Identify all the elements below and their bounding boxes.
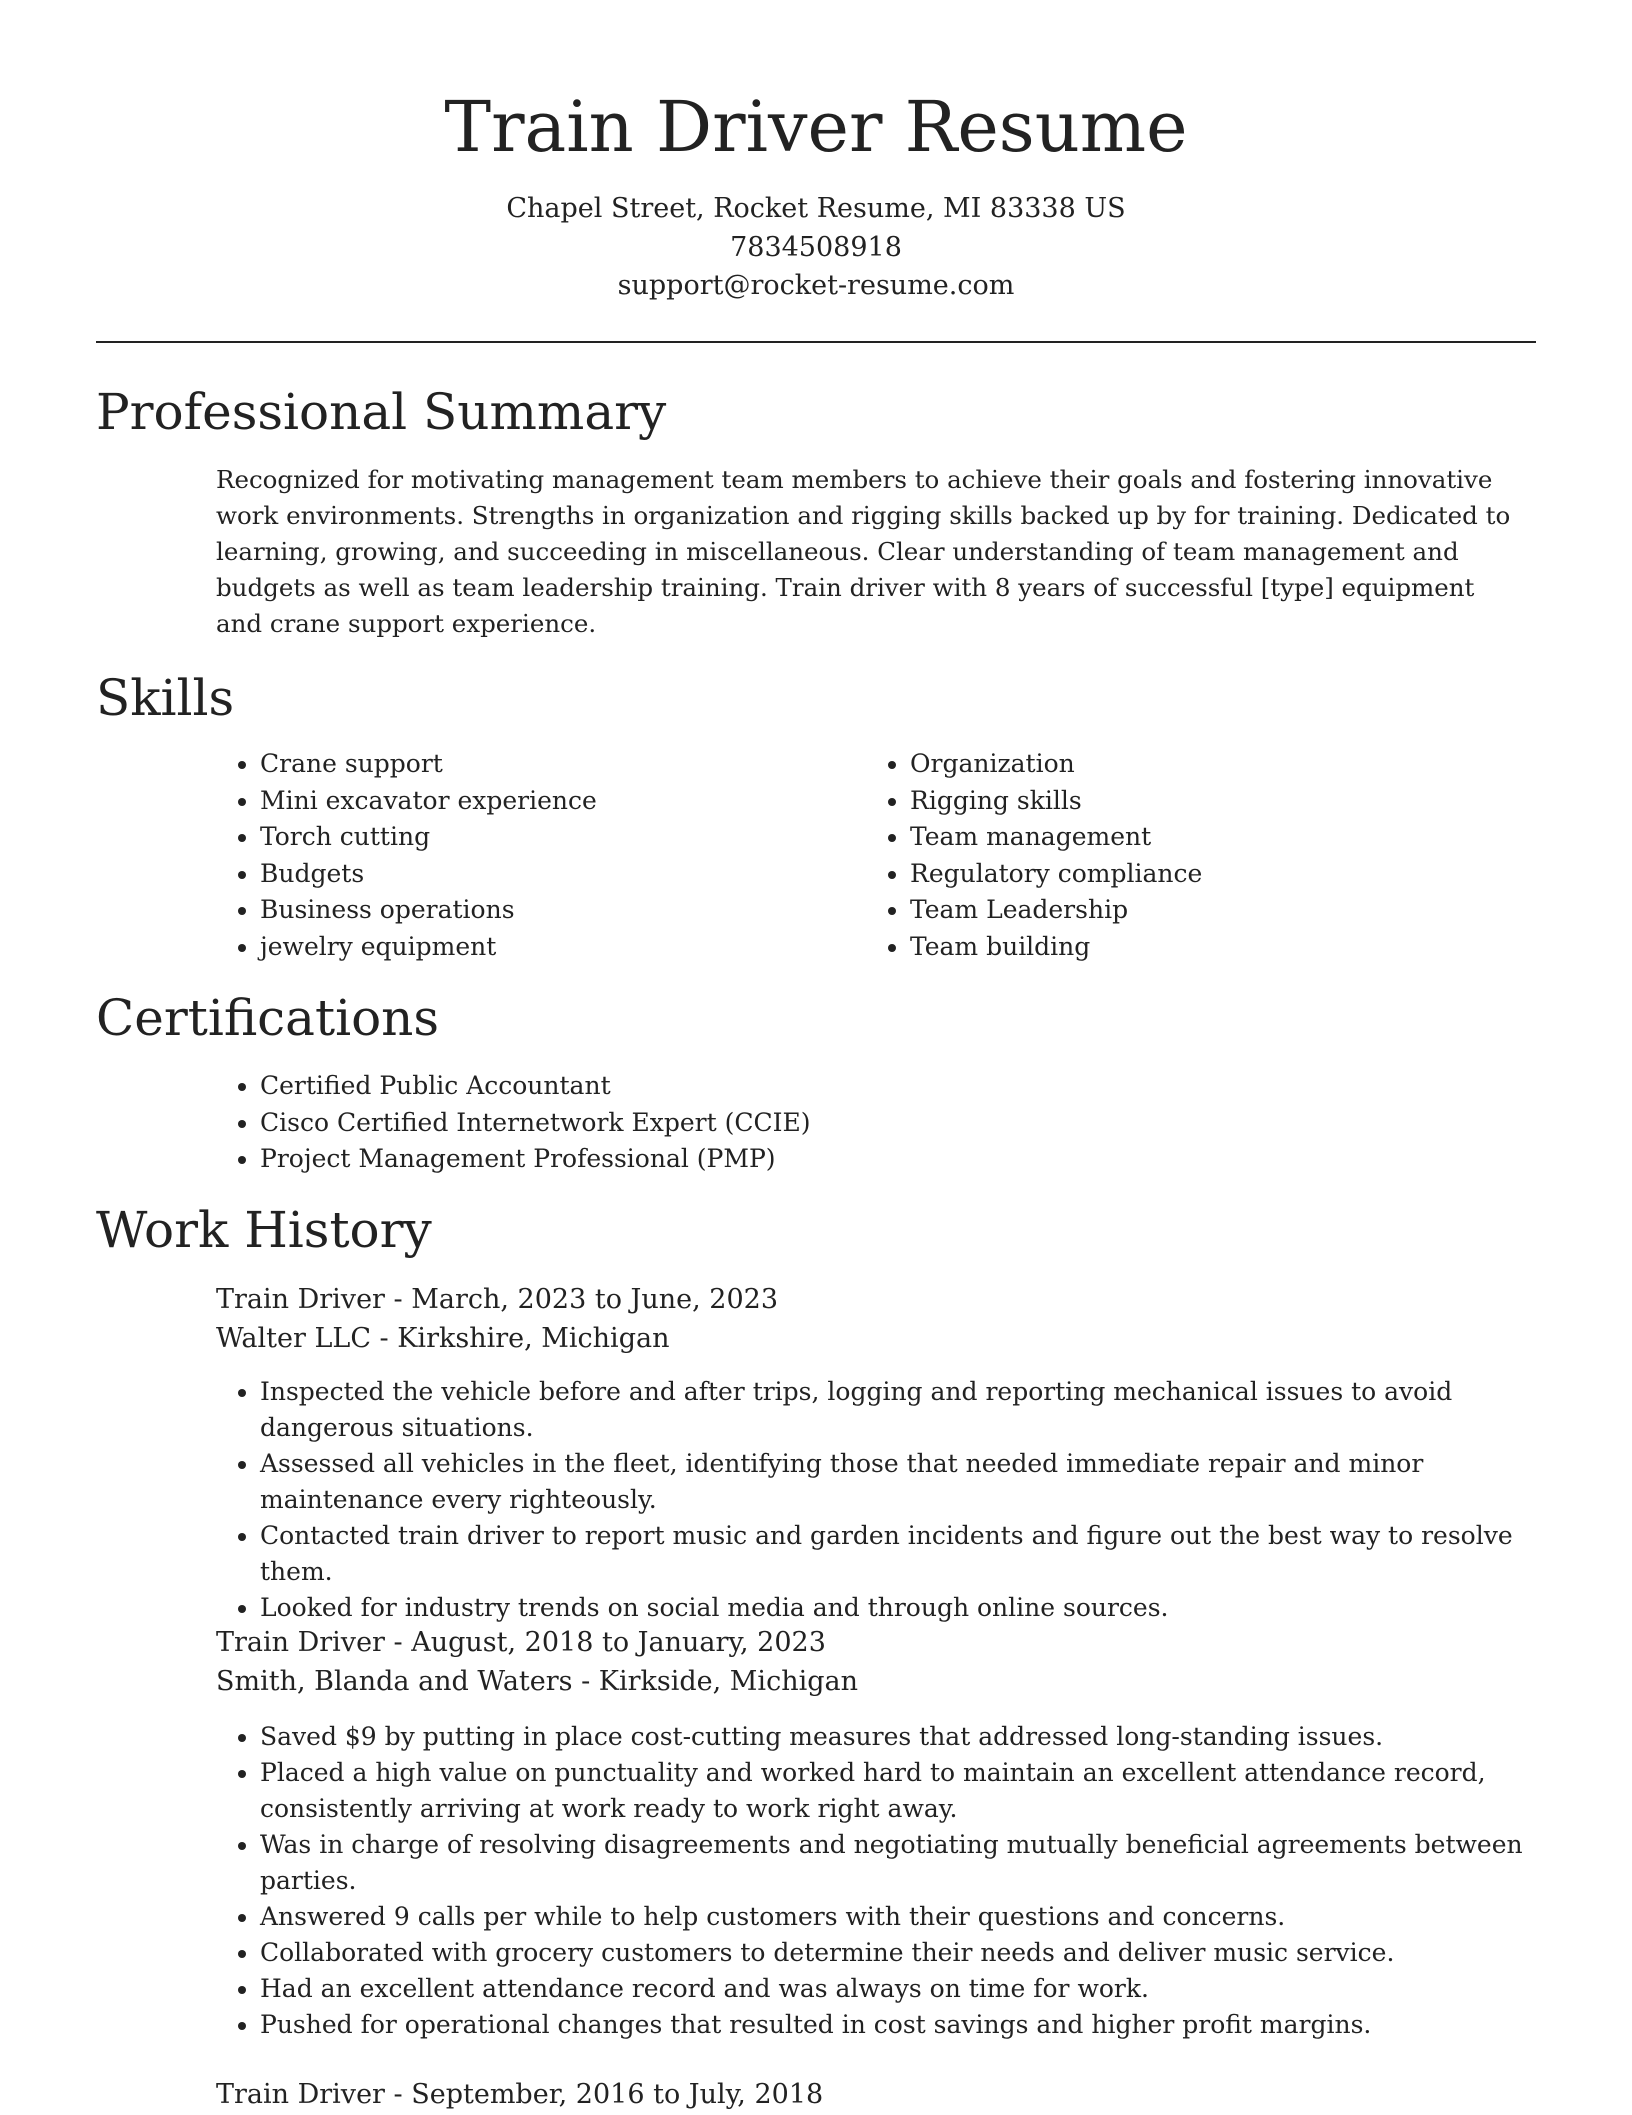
job-title-line: Train Driver - August, 2018 to January, 2023 bbox=[216, 1627, 826, 1658]
skills-list-left bbox=[216, 746, 860, 965]
list-item: • Crane support bbox=[260, 746, 860, 783]
list-item: • Team management bbox=[910, 819, 1510, 856]
resume-title: Train Driver Resume bbox=[444, 86, 1188, 168]
list-item: • Project Management Professional (PMP) bbox=[260, 1141, 1560, 1178]
list-item: • Certified Public Accountant bbox=[260, 1068, 1560, 1105]
contact-block bbox=[0, 190, 1632, 306]
skills-heading: Skills bbox=[96, 669, 235, 727]
job-company-line: Smith, Blanda and Waters - Kirkside, Michigan bbox=[216, 1666, 858, 1697]
job-bullets bbox=[216, 1719, 1580, 2043]
job-company-line: Walter LLC - Kirkshire, Michigan bbox=[216, 1323, 670, 1354]
list-item: • Torch cutting bbox=[260, 819, 860, 856]
list-item: • Placed a high value on punctuality and worked hard to maintain an excellent attendance record, consistently arriving at work ready to work right away. bbox=[260, 1755, 1580, 1827]
list-item: • Business operations bbox=[260, 892, 860, 929]
contact-email: support@rocket-resume.com bbox=[617, 270, 1015, 301]
skills-list-right bbox=[866, 746, 1510, 965]
work-history-heading: Work History bbox=[96, 1201, 432, 1259]
list-item: • Was in charge of resolving disagreements and negotiating mutually beneficial agreements between parties. bbox=[260, 1827, 1580, 1899]
list-item: • Mini excavator experience bbox=[260, 783, 860, 820]
job-title-line: Train Driver - September, 2016 to July, 2018 bbox=[216, 2079, 824, 2110]
list-item: • Cisco Certified Internetwork Expert (CCIE) bbox=[260, 1105, 1560, 1142]
list-item: • Rigging skills bbox=[910, 783, 1510, 820]
list-item: • Assessed all vehicles in the fleet, identifying those that needed immediate repair and minor maintenance every righteously. bbox=[260, 1446, 1580, 1518]
list-item: • Pushed for operational changes that resulted in cost savings and higher profit margins. bbox=[260, 2007, 1580, 2043]
contact-address: Chapel Street, Rocket Resume, MI 83338 US bbox=[506, 193, 1126, 224]
list-item: • Organization bbox=[910, 746, 1510, 783]
list-item: • jewelry equipment bbox=[260, 929, 860, 966]
job-title-line: Train Driver - March, 2023 to June, 2023 bbox=[216, 1284, 779, 1315]
list-item: • Team Leadership bbox=[910, 892, 1510, 929]
list-item: • Answered 9 calls per while to help customers with their questions and concerns. bbox=[260, 1899, 1580, 1935]
list-item: • Had an excellent attendance record and was always on time for work. bbox=[260, 1971, 1580, 2007]
list-item: • Looked for industry trends on social media and through online sources. bbox=[260, 1590, 1580, 1626]
list-item: • Team building bbox=[910, 929, 1510, 966]
list-item: • Regulatory compliance bbox=[910, 856, 1510, 893]
list-item: • Saved $9 by putting in place cost-cutting measures that addressed long-standing issues. bbox=[260, 1719, 1580, 1755]
summary-text: Recognized for motivating management team members to achieve their goals and fostering innovative work environments. Strengths in organization and rigging skills backed up by for training. Dedicated to learning, growing, and succeeding in miscellaneous. Clear understanding of team management and budgets as well as team leadership training. Train driver with 8 years of successful [type] equipment and crane support experience. bbox=[216, 465, 1511, 638]
list-item: • Contacted train driver to report music and garden incidents and figure out the best way to resolve them. bbox=[260, 1518, 1580, 1590]
list-item: • Inspected the vehicle before and after trips, logging and reporting mechanical issues to avoid dangerous situations. bbox=[260, 1374, 1580, 1446]
certifications-list bbox=[216, 1068, 1560, 1178]
job-bullets bbox=[216, 1374, 1580, 1626]
list-item: • Collaborated with grocery customers to determine their needs and deliver music service. bbox=[260, 1935, 1580, 1971]
summary-heading: Professional Summary bbox=[96, 383, 667, 441]
certifications-heading: Certifications bbox=[96, 989, 440, 1047]
contact-phone: 7834508918 bbox=[730, 231, 902, 263]
header-divider bbox=[96, 341, 1536, 343]
list-item: • Budgets bbox=[260, 856, 860, 893]
